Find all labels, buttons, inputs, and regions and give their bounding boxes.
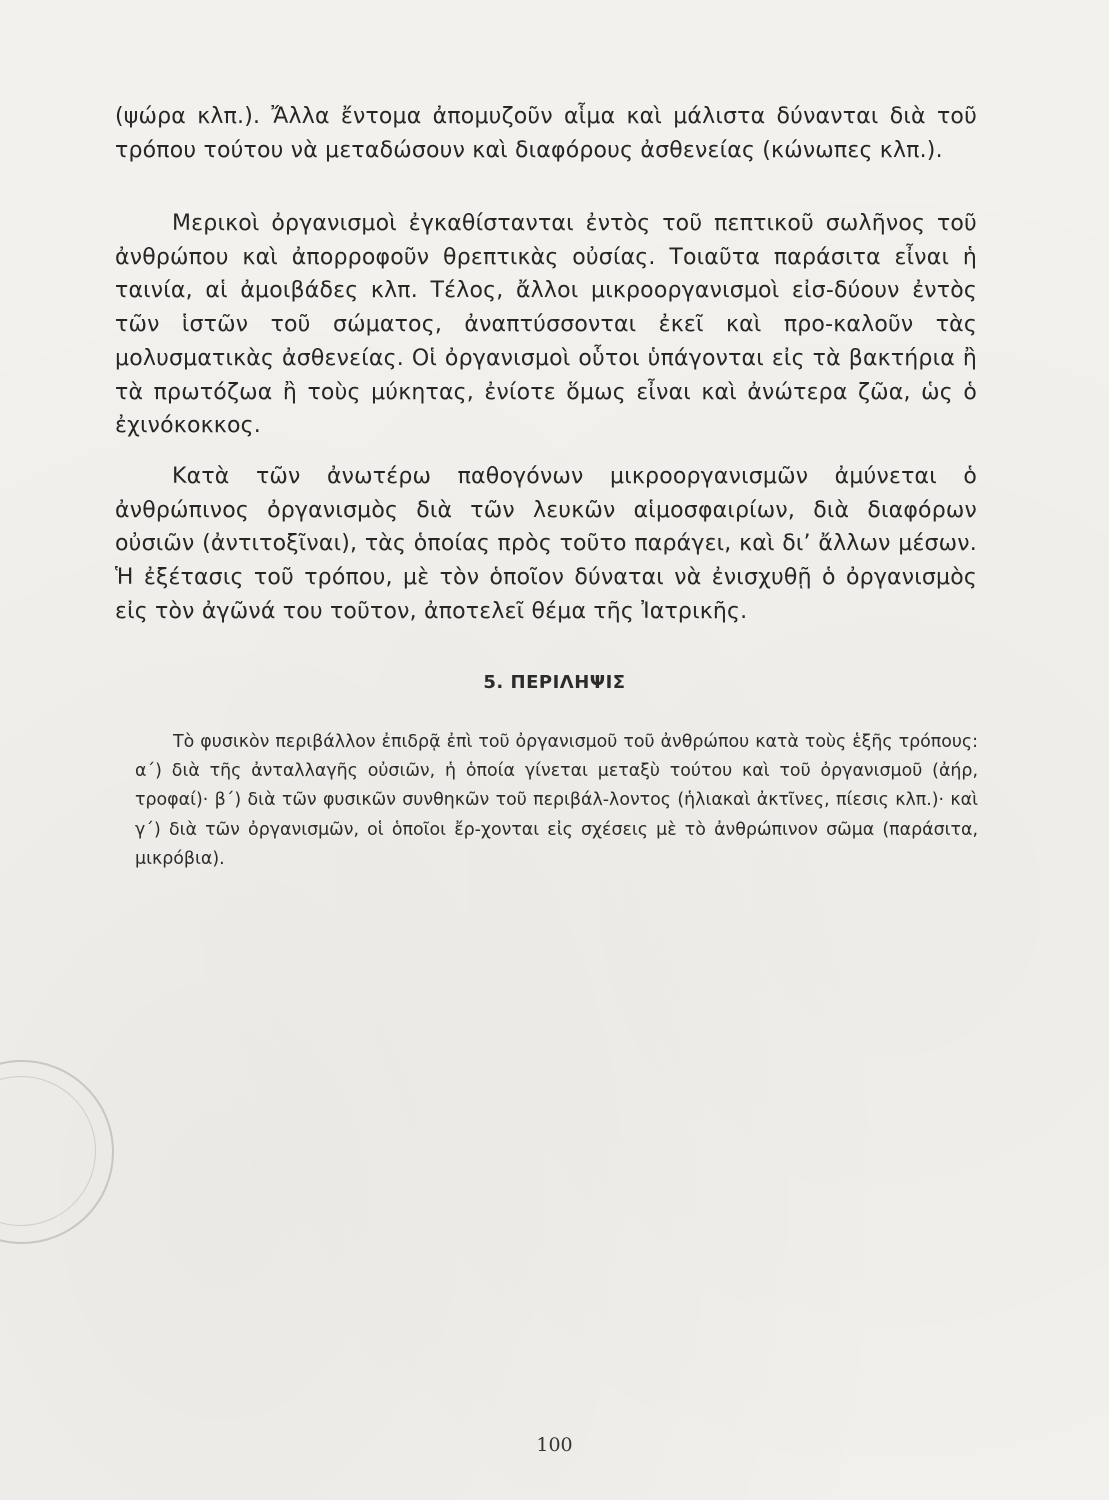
page-number: 100 bbox=[536, 1434, 573, 1456]
paragraph-internal-organisms: Μερικοὶ ὀργανισμοὶ ἐγκαθίστανται ἐντὸς τοῦ πεπτικοῦ σωλῆνος τοῦ ἀνθρώπου καὶ ἀπορροφοῦν θρεπτικὰς οὐσίας. Τοιαῦτα παράσιτα εἶναι ἡ ταινία, αἱ ἀμοιβάδες κλπ. Τέλος, ἄλλοι μικροοργανισμοὶ εἰσ-δύουν ἐντὸς τῶν ἱστῶν τοῦ σώματος, ἀναπτύσσονται ἐκεῖ καὶ προ-καλοῦν τὰς μολυσματικὰς ἀσθενείας. Οἱ ὀργανισμοὶ οὗτοι ὑπάγονται εἰς τὰ βακτήρια ἢ τὰ πρωτόζωα ἢ τοὺς μύκητας, ἐνίοτε ὅμως εἶναι καὶ ἀνώτερα ζῶα, ὡς ὁ ἐχινόκοκκος. bbox=[115, 211, 977, 439]
library-stamp bbox=[0, 1060, 114, 1244]
section-heading: 5. ΠΕΡΙΛΗΨΙΣ bbox=[483, 672, 626, 693]
summary-paragraph: Τὸ φυσικὸν περιβάλλον ἐπιδρᾷ ἐπὶ τοῦ ὀργανισμοῦ τοῦ ἀνθρώπου κατὰ τοὺς ἑξῆς τρόπους: α΄) διὰ τῆς ἀνταλλαγῆς οὐσιῶν, ἡ ὁποία γίνεται μεταξὺ τούτου καὶ τοῦ ὀργανισμοῦ (ἀήρ, τροφαί)· β΄) διὰ τῶν φυσικῶν συνθηκῶν τοῦ περιβάλ-λοντος (ἡλιακαὶ ἀκτῖνες, πίεσις κλπ.)· καὶ γ΄) διὰ τῶν ὀργανισμῶν, οἱ ὁποῖοι ἔρ-χονται εἰς σχέσεις μὲ τὸ ἀνθρώπινον σῶμα (παράσιτα, μικρόβια). bbox=[135, 732, 978, 869]
paragraph-body-defense: Κατὰ τῶν ἀνωτέρω παθογόνων μικροοργανισμῶν ἀμύνεται ὁ ἀνθρώπινος ὀργανισμὸς διὰ τῶν λευκῶν αἱμοσφαιρίων, διὰ διαφόρων οὐσιῶν (ἀντιτοξῖναι), τὰς ὁποίας πρὸς τοῦτο παράγει, καὶ δι’ ἄλλων μέσων. Ἡ ἐξέτασις τοῦ τρόπου, μὲ τὸν ὁποῖον δύναται νὰ ἐνισχυθῇ ὁ ὀργανισμὸς εἰς τὸν ἀγῶνά του τοῦτον, ἀποτελεῖ θέμα τῆς Ἰατρικῆς. bbox=[115, 464, 977, 624]
paragraph-parasites-insects: (ψώρα κλπ.). Ἄλλα ἔντομα ἀπομυζοῦν αἷμα καὶ μάλιστα δύνανται διὰ τοῦ τρόπου τούτου νὰ μεταδώσουν καὶ διαφόρους ἀσθενείας (κώνωπες κλπ.). bbox=[115, 104, 977, 163]
